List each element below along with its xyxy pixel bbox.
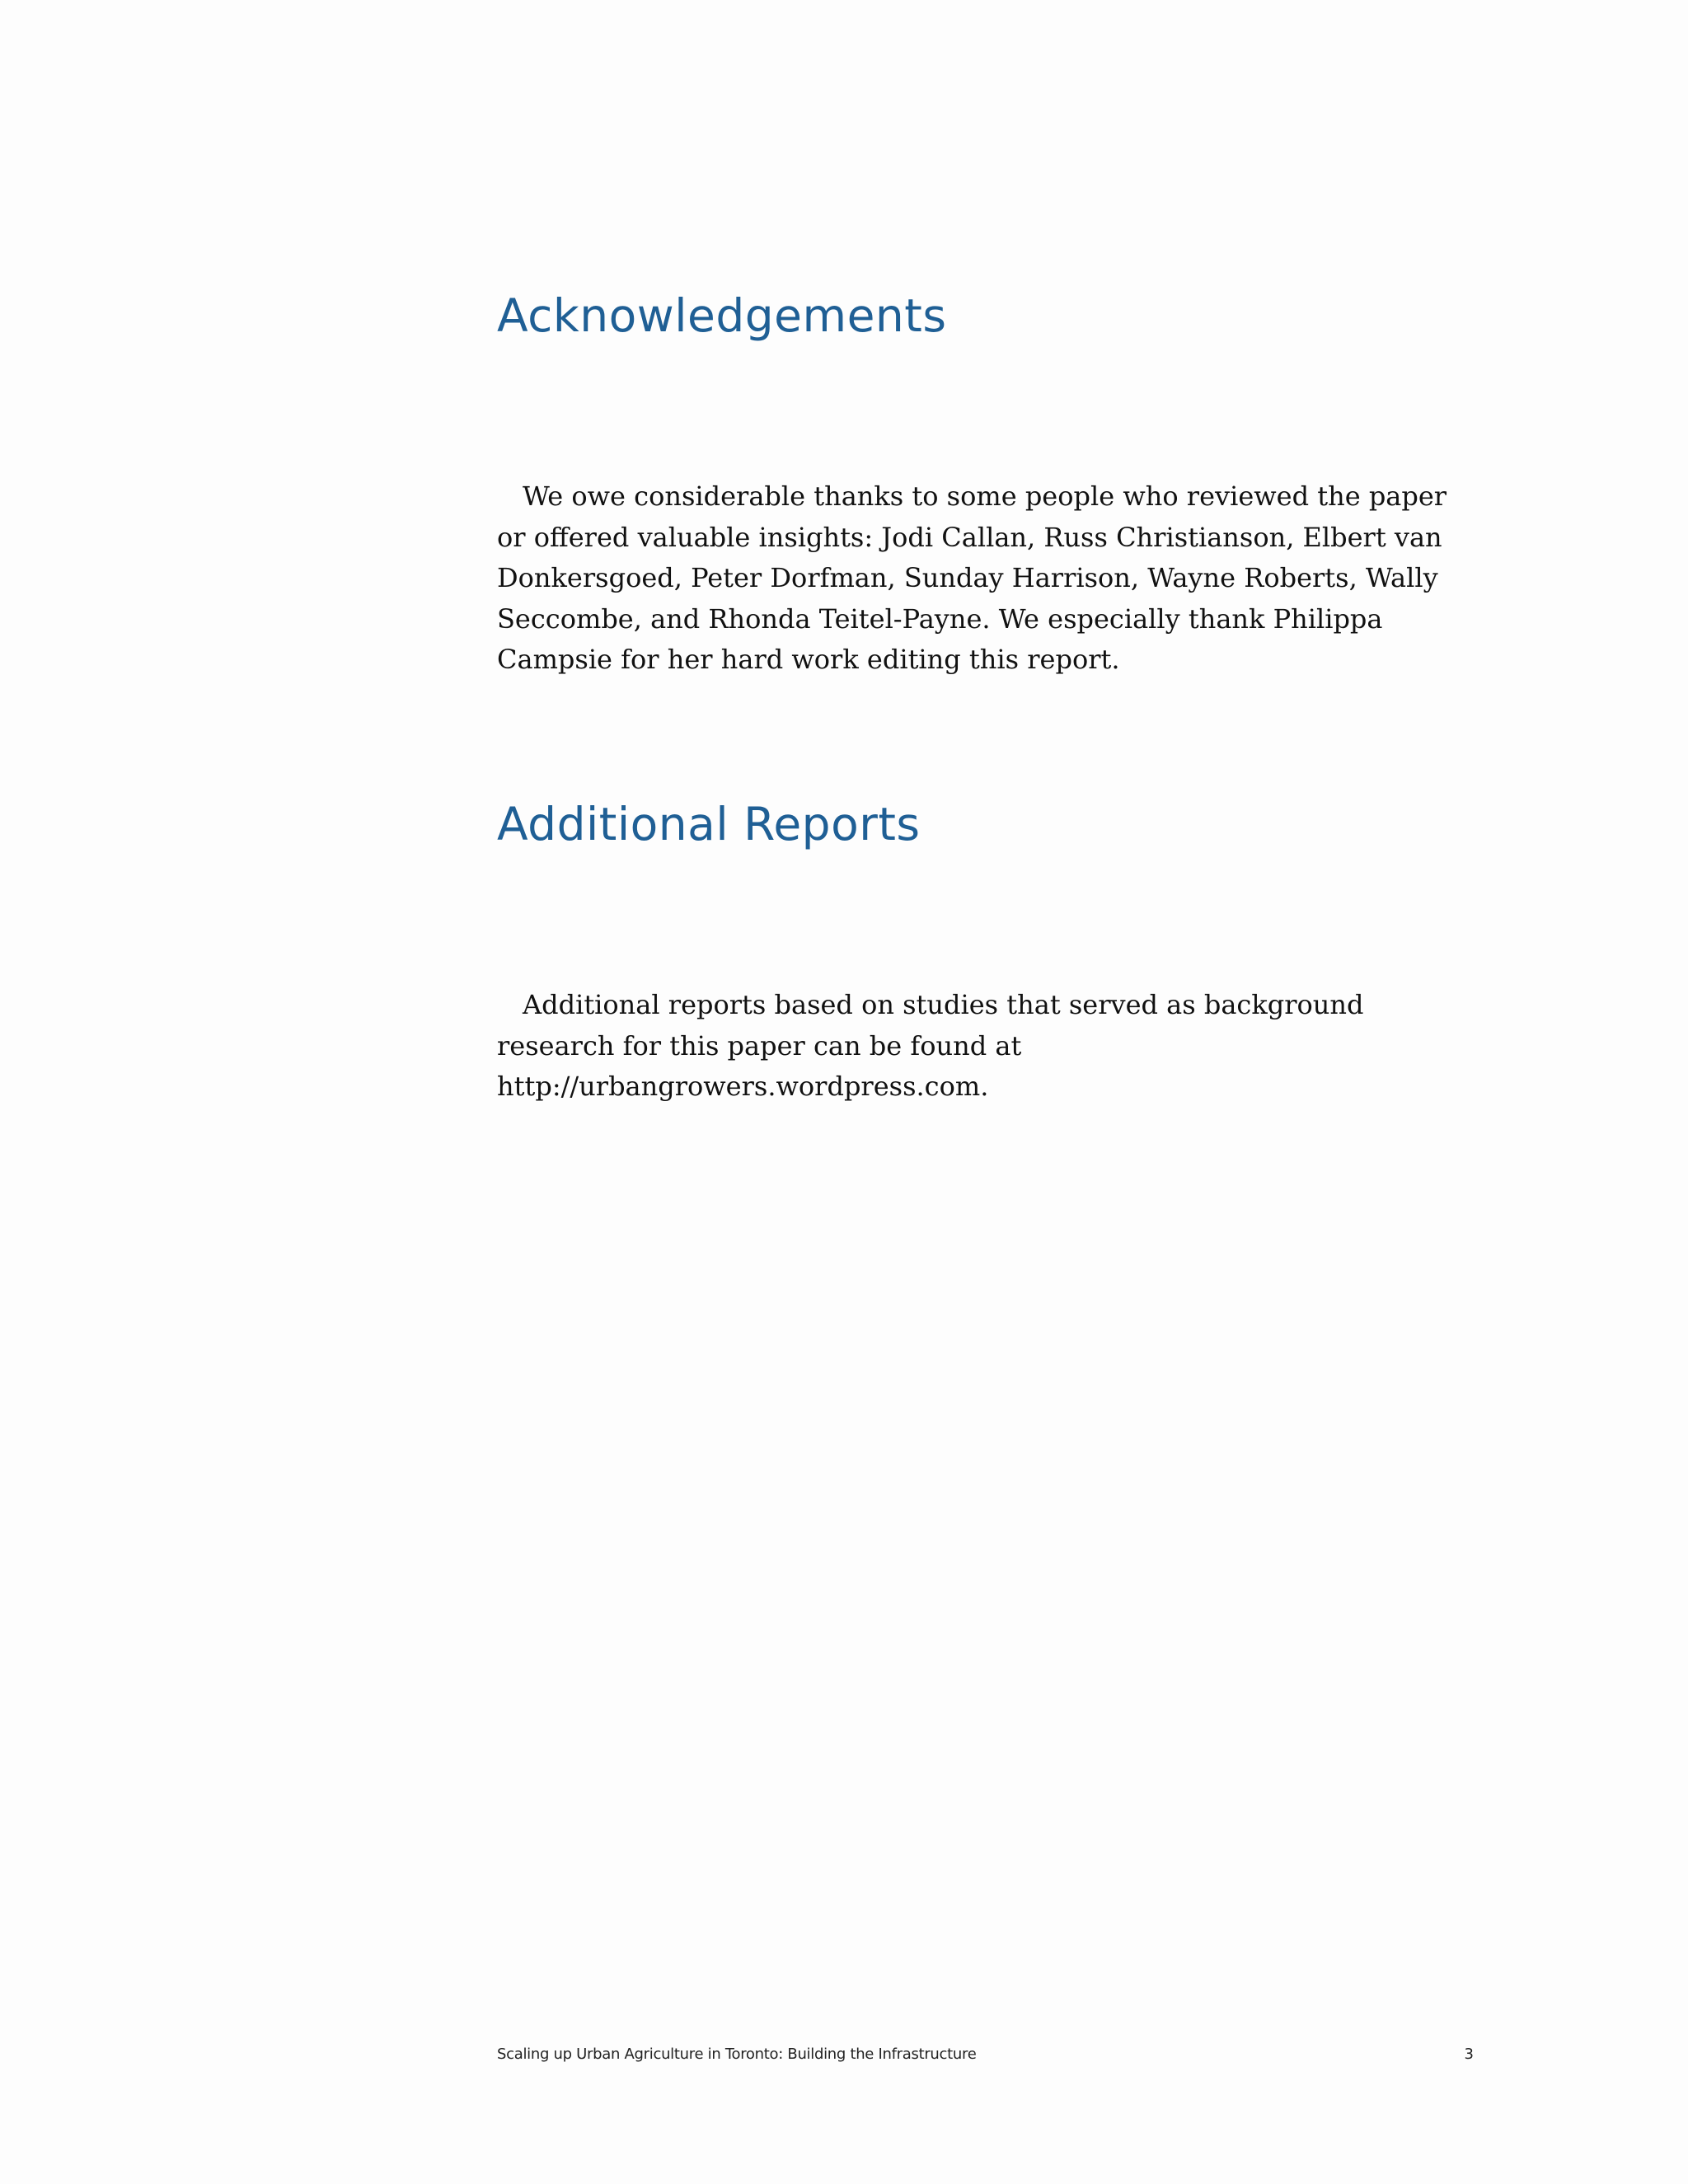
footer-report-title: Scaling up Urban Agriculture in Toronto: Building the Infrastructure <box>497 2046 977 2063</box>
section-heading-acknowledgements: Acknowledgements <box>497 289 947 342</box>
footer-page-number: 3 <box>1464 2046 1474 2063</box>
acknowledgements-paragraph: We owe considerable thanks to some people who reviewed the paper or offered valuable insights: Jodi Callan, Russ Christianson, Elbert van Donkersgoed, Peter Dorfman, Sunday Harrison, Wayne Roberts, Wally Seccombe, and Rhonda Teitel-Payne. We especially thank Philippa Campsie for her hard work editing this report. <box>497 480 1447 675</box>
additional-reports-paragraph: Additional reports based on studies that served as background research for this paper can be found at http://urbangrowers.wordpress.com. <box>497 989 1364 1102</box>
section-heading-additional-reports: Additional Reports <box>497 798 921 851</box>
